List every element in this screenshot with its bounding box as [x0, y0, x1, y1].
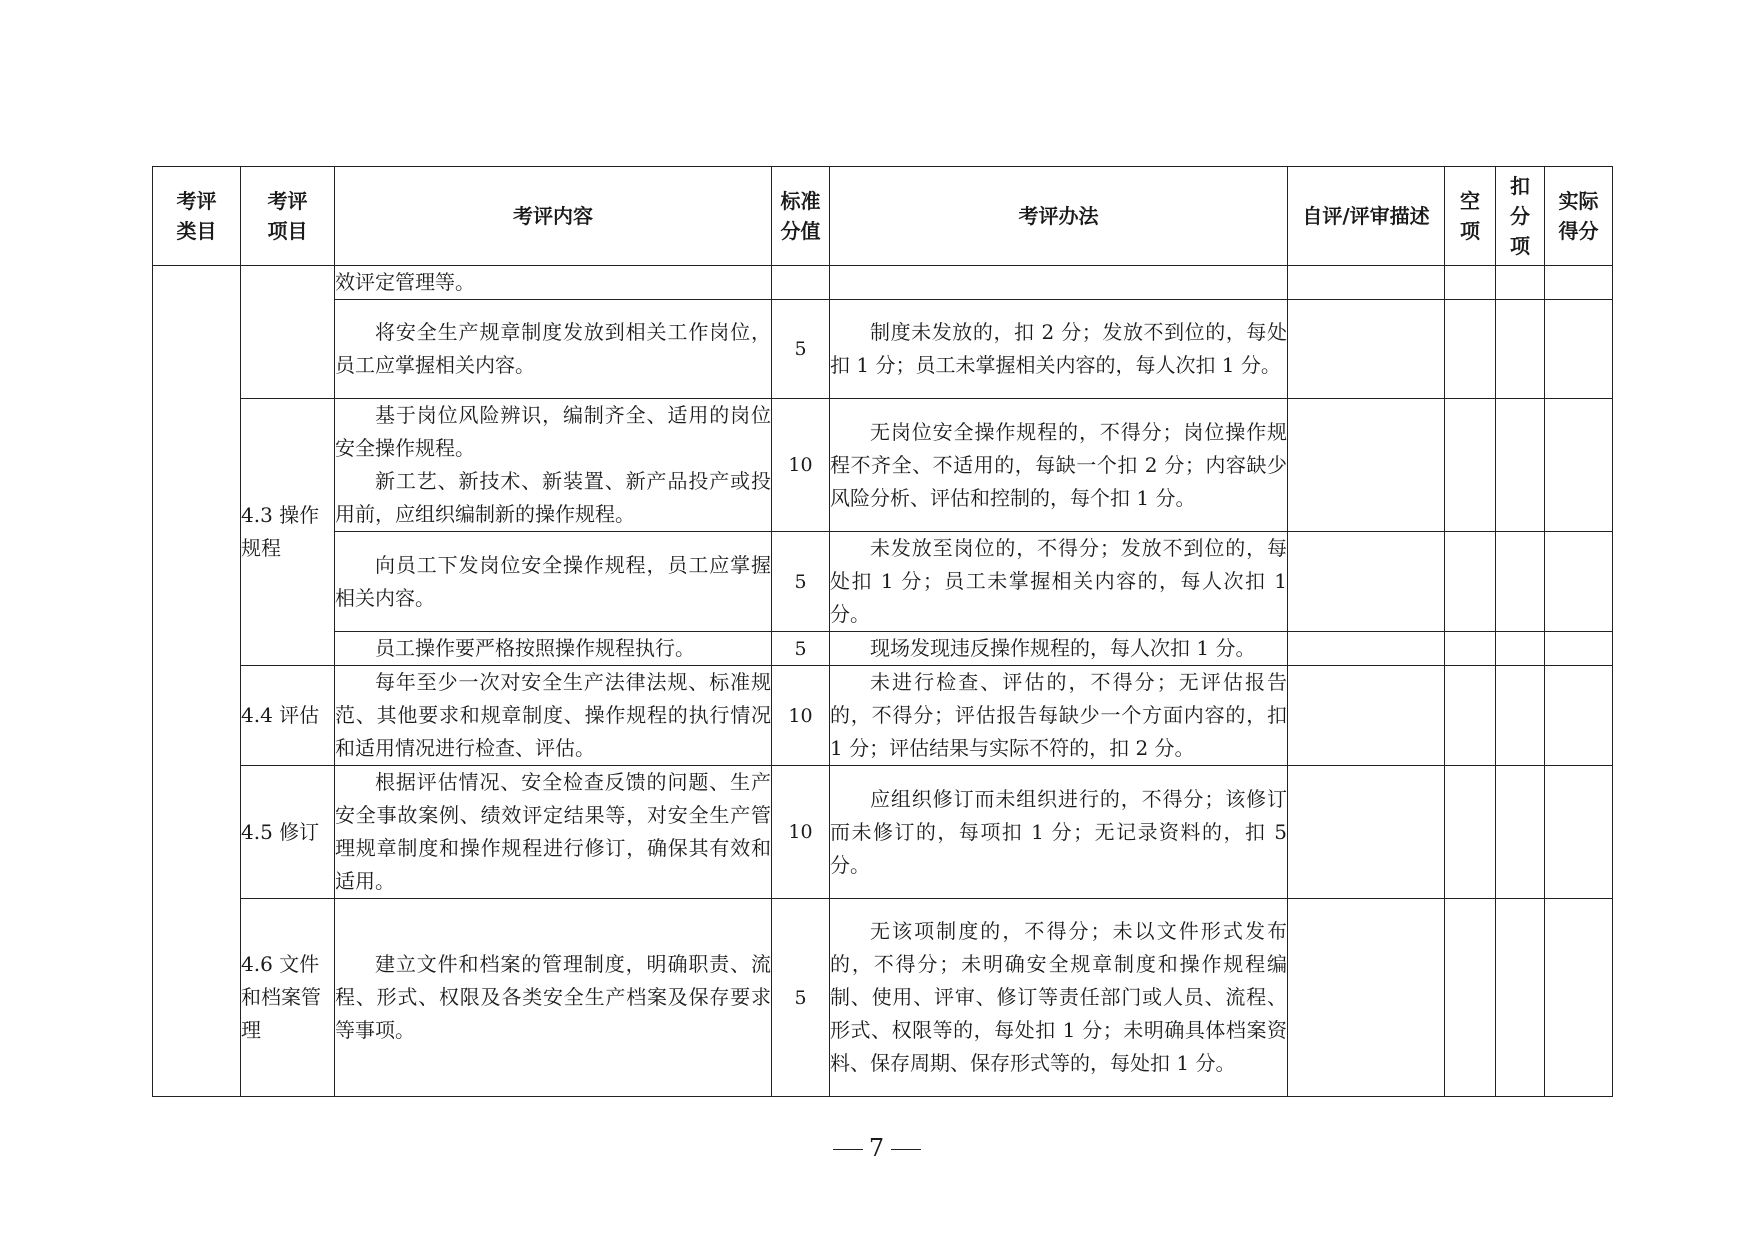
content-cell: 每年至少一次对安全生产法律法规、标准规范、其他要求和规章制度、操作规程的执行情况和适用情况进行检查、评估。 — [335, 666, 772, 766]
self-eval-cell[interactable] — [1288, 666, 1445, 766]
method-cell: 应组织修订而未组织进行的，不得分；该修订而未修订的，每项扣 1 分；无记录资料的，扣 5 分。 — [830, 766, 1288, 899]
self-eval-cell[interactable] — [1288, 399, 1445, 532]
method-cell: 无岗位安全操作规程的，不得分；岗位操作规程不齐全、不适用的，每缺一个扣 2 分；内容缺少风险分析、评估和控制的，每个扣 1 分。 — [830, 399, 1288, 532]
actual-score-cell[interactable] — [1545, 899, 1613, 1097]
actual-score-cell[interactable] — [1545, 532, 1613, 632]
header-method: 考评办法 — [830, 167, 1288, 266]
score-cell: 5 — [772, 532, 830, 632]
item-cell: 4.6 文件和档案管理 — [241, 899, 335, 1097]
table-row — [153, 766, 1613, 899]
empty-item-cell[interactable] — [1445, 300, 1496, 399]
empty-item-cell[interactable] — [1445, 666, 1496, 766]
score-cell — [772, 266, 830, 300]
table-row — [153, 532, 1613, 632]
table-row — [153, 266, 1613, 300]
content-cell: 建立文件和档案的管理制度，明确职责、流程、形式、权限及各类安全生产档案及保存要求等事项。 — [335, 899, 772, 1097]
content-cell: 根据评估情况、安全检查反馈的问题、生产安全事故案例、绩效评定结果等，对安全生产管理规章制度和操作规程进行修订，确保其有效和适用。 — [335, 766, 772, 899]
item-cell: 4.3 操作规程 — [241, 399, 335, 666]
score-cell: 5 — [772, 632, 830, 666]
page-footer — [0, 1134, 1754, 1162]
header-item: 考评 项目 — [241, 167, 335, 266]
score-cell: 10 — [772, 766, 830, 899]
method-cell: 未发放至岗位的，不得分；发放不到位的，每处扣 1 分；员工未掌握相关内容的，每人次扣 1 分。 — [830, 532, 1288, 632]
method-cell — [830, 266, 1288, 300]
deduction-cell[interactable] — [1496, 300, 1545, 399]
score-cell: 5 — [772, 300, 830, 399]
actual-score-cell[interactable] — [1545, 766, 1613, 899]
header-empty-item: 空 项 — [1445, 167, 1496, 266]
empty-item-cell[interactable] — [1445, 399, 1496, 532]
score-cell: 5 — [772, 899, 830, 1097]
footer-dash-right — [891, 1149, 921, 1150]
self-eval-cell[interactable] — [1288, 632, 1445, 666]
empty-item-cell[interactable] — [1445, 266, 1496, 300]
self-eval-cell[interactable] — [1288, 766, 1445, 899]
content-cell: 将安全生产规章制度发放到相关工作岗位，员工应掌握相关内容。 — [335, 300, 772, 399]
deduction-cell[interactable] — [1496, 532, 1545, 632]
actual-score-cell[interactable] — [1545, 300, 1613, 399]
deduction-cell[interactable] — [1496, 666, 1545, 766]
header-content: 考评内容 — [335, 167, 772, 266]
item-cell — [241, 266, 335, 399]
content-cell: 向员工下发岗位安全操作规程，员工应掌握相关内容。 — [335, 532, 772, 632]
method-cell: 无该项制度的，不得分；未以文件形式发布的，不得分；未明确安全规章制度和操作规程编制、使用、评审、修订等责任部门或人员、流程、形式、权限等的，每处扣 1 分；未明确具体档案资料、保存周期、保存形式等的，每处扣 1 分。 — [830, 899, 1288, 1097]
footer-dash-left — [833, 1149, 863, 1150]
table-row — [153, 632, 1613, 666]
header-category: 考评 类目 — [153, 167, 241, 266]
score-cell: 10 — [772, 666, 830, 766]
page-number: 7 — [868, 1134, 886, 1162]
empty-item-cell[interactable] — [1445, 766, 1496, 899]
content-cell: 基于岗位风险辨识，编制齐全、适用的岗位安全操作规程。 新工艺、新技术、新装置、新产品投产或投用前，应组织编制新的操作规程。 — [335, 399, 772, 532]
table-row — [153, 899, 1613, 1097]
table-row — [153, 399, 1613, 532]
method-cell: 制度未发放的，扣 2 分；发放不到位的，每处扣 1 分；员工未掌握相关内容的，每人次扣 1 分。 — [830, 300, 1288, 399]
actual-score-cell[interactable] — [1545, 266, 1613, 300]
header-self-eval: 自评/评审描述 — [1288, 167, 1445, 266]
self-eval-cell[interactable] — [1288, 899, 1445, 1097]
header-row — [153, 167, 1613, 266]
item-cell: 4.4 评估 — [241, 666, 335, 766]
deduction-cell[interactable] — [1496, 766, 1545, 899]
category-cell — [153, 266, 241, 1097]
actual-score-cell[interactable] — [1545, 632, 1613, 666]
deduction-cell[interactable] — [1496, 266, 1545, 300]
content-cell: 员工操作要严格按照操作规程执行。 — [335, 632, 772, 666]
header-deduction: 扣 分 项 — [1496, 167, 1545, 266]
method-cell: 现场发现违反操作规程的，每人次扣 1 分。 — [830, 632, 1288, 666]
table-row — [153, 666, 1613, 766]
deduction-cell[interactable] — [1496, 899, 1545, 1097]
self-eval-cell[interactable] — [1288, 266, 1445, 300]
deduction-cell[interactable] — [1496, 632, 1545, 666]
self-eval-cell[interactable] — [1288, 300, 1445, 399]
empty-item-cell[interactable] — [1445, 632, 1496, 666]
header-actual: 实际 得分 — [1545, 167, 1613, 266]
deduction-cell[interactable] — [1496, 399, 1545, 532]
actual-score-cell[interactable] — [1545, 666, 1613, 766]
evaluation-table — [152, 166, 1613, 1097]
item-cell: 4.5 修订 — [241, 766, 335, 899]
table-row — [153, 300, 1613, 399]
empty-item-cell[interactable] — [1445, 532, 1496, 632]
empty-item-cell[interactable] — [1445, 899, 1496, 1097]
method-cell: 未进行检查、评估的，不得分；无评估报告的，不得分；评估报告每缺少一个方面内容的，扣 1 分；评估结果与实际不符的，扣 2 分。 — [830, 666, 1288, 766]
score-cell: 10 — [772, 399, 830, 532]
header-score: 标准 分值 — [772, 167, 830, 266]
actual-score-cell[interactable] — [1545, 399, 1613, 532]
self-eval-cell[interactable] — [1288, 532, 1445, 632]
content-cell: 效评定管理等。 — [335, 266, 772, 300]
